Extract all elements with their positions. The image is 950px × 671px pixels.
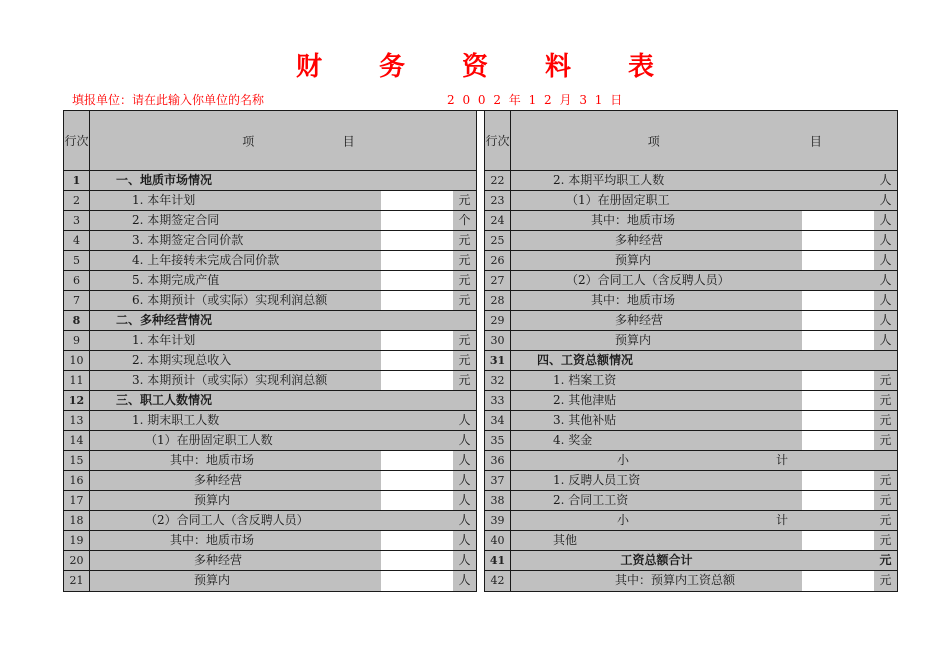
unit-label: 元 <box>879 493 892 507</box>
unit-label: 元 <box>458 373 471 387</box>
item-label: 其中：预算内工资总额 <box>615 573 736 587</box>
value-cell-empty <box>802 191 874 210</box>
row-number-cell: 35 <box>485 431 511 450</box>
row-number-cell: 41 <box>485 551 511 570</box>
value-cell-empty <box>381 171 453 190</box>
table-row <box>485 331 897 351</box>
table-row <box>64 511 476 531</box>
value-input-cell[interactable] <box>802 231 874 250</box>
item-label: 1. 反聘人员工资 <box>553 473 641 487</box>
table-row <box>64 551 476 571</box>
unit-label: 人 <box>879 273 892 287</box>
item-label: 1. 本年计划 <box>132 333 196 347</box>
value-cell-empty <box>381 391 453 410</box>
financial-table-left <box>63 111 477 592</box>
row-number-cell: 26 <box>485 251 511 270</box>
row-number-cell: 24 <box>485 211 511 230</box>
value-cell-empty <box>802 351 874 370</box>
row-number-cell: 8 <box>64 311 90 330</box>
table-row <box>485 191 897 211</box>
unit-label: 元 <box>879 413 892 427</box>
item-label-part: 计 <box>775 453 788 467</box>
row-number-cell: 28 <box>485 291 511 310</box>
item-header-right: 目 <box>342 134 355 148</box>
item-label: 4. 上年接转未完成合同价款 <box>132 253 280 267</box>
value-input-cell[interactable] <box>381 491 453 510</box>
table-row <box>485 351 897 371</box>
item-label: 预算内 <box>615 333 652 347</box>
unit-label: 人 <box>458 433 471 447</box>
table-row <box>64 531 476 551</box>
value-cell-empty <box>381 411 453 430</box>
table-row <box>485 251 897 271</box>
item-label: 其中：地质市场 <box>591 293 676 307</box>
unit-label: 元 <box>879 573 892 587</box>
item-label-part: 小 <box>617 453 630 467</box>
value-cell-empty <box>802 271 874 290</box>
value-input-cell[interactable] <box>802 371 874 390</box>
table-row <box>64 571 476 591</box>
row-number-cell: 22 <box>485 171 511 190</box>
page-title: 财务资料表 <box>295 52 711 82</box>
item-header <box>90 111 476 170</box>
value-input-cell[interactable] <box>381 291 453 310</box>
item-label: 5. 本期完成产值 <box>132 273 220 287</box>
value-cell-empty <box>802 451 874 470</box>
unit-label: 元 <box>458 233 471 247</box>
item-label: 多种经营 <box>615 233 664 247</box>
unit-label <box>874 451 897 470</box>
table-row <box>64 391 476 411</box>
row-number-cell: 36 <box>485 451 511 470</box>
item-label: 三、职工人数情况 <box>116 393 213 407</box>
value-input-cell[interactable] <box>381 331 453 350</box>
table-row <box>485 271 897 291</box>
item-label <box>511 451 802 470</box>
table-row <box>485 551 897 571</box>
table-row <box>64 491 476 511</box>
table-row <box>485 391 897 411</box>
item-label: （1）在册固定职工 <box>566 193 670 207</box>
unit-label <box>453 391 476 410</box>
value-input-cell[interactable] <box>381 351 453 370</box>
value-input-cell[interactable] <box>802 571 874 591</box>
item-label: 二、多种经营情况 <box>116 313 213 327</box>
row-number-cell: 40 <box>485 531 511 550</box>
table-row <box>485 211 897 231</box>
item-header-left: 项 <box>647 134 660 148</box>
unit-label: 元 <box>458 333 471 347</box>
row-number-cell: 32 <box>485 371 511 390</box>
financial-table-right <box>484 111 898 592</box>
row-number-header: 行次 <box>485 111 511 170</box>
item-label: 其中：地质市场 <box>170 453 255 467</box>
table-row <box>485 451 897 471</box>
value-cell-empty <box>802 551 874 570</box>
item-label: （2）合同工人（含反聘人员） <box>566 273 730 287</box>
table-row <box>64 231 476 251</box>
item-label: 2. 其他津贴 <box>553 393 617 407</box>
item-label: 2. 本期签定合同 <box>132 213 220 227</box>
unit-label: 人 <box>879 333 892 347</box>
value-input-cell[interactable] <box>381 531 453 550</box>
table-body <box>64 171 476 591</box>
table-row <box>64 331 476 351</box>
unit-label: 人 <box>458 453 471 467</box>
row-number-cell: 20 <box>64 551 90 570</box>
item-label: 2. 合同工工资 <box>553 493 629 507</box>
table-row <box>485 411 897 431</box>
unit-label: 人 <box>458 493 471 507</box>
unit-label: 元 <box>458 253 471 267</box>
row-number-cell: 42 <box>485 571 511 591</box>
item-label: （2）合同工人（含反聘人员） <box>145 513 309 527</box>
table-row <box>64 211 476 231</box>
report-date: 2 0 0 2 年 1 2 月 3 1 日 <box>447 93 625 107</box>
item-label: 6. 本期预计（或实际）实现利润总额 <box>132 293 328 307</box>
row-number-cell: 30 <box>485 331 511 350</box>
value-input-cell[interactable] <box>802 291 874 310</box>
item-label: 2. 本期平均职工人数 <box>553 173 665 187</box>
row-number-cell: 1 <box>64 171 90 190</box>
item-label: 2. 本期实现总收入 <box>132 353 232 367</box>
item-label: 其中：地质市场 <box>170 533 255 547</box>
unit-label: 人 <box>458 533 471 547</box>
value-input-cell[interactable] <box>802 211 874 230</box>
table-row <box>64 411 476 431</box>
row-number-cell: 29 <box>485 311 511 330</box>
item-label: 四、工资总额情况 <box>537 353 634 367</box>
value-input-cell[interactable] <box>802 251 874 270</box>
item-label: 3. 本期签定合同价款 <box>132 233 244 247</box>
item-label: 工资总额合计 <box>620 553 693 567</box>
table-row <box>485 171 897 191</box>
table-body <box>485 171 897 591</box>
unit-label <box>453 311 476 330</box>
row-number-cell: 6 <box>64 271 90 290</box>
item-label: 预算内 <box>194 493 231 507</box>
row-number-cell: 14 <box>64 431 90 450</box>
value-input-cell[interactable] <box>802 491 874 510</box>
unit-label: 人 <box>458 413 471 427</box>
unit-label: 个 <box>458 213 471 227</box>
unit-label: 元 <box>458 273 471 287</box>
item-label: 3. 本期预计（或实际）实现利润总额 <box>132 373 328 387</box>
table-row <box>485 231 897 251</box>
item-label: 其中：地质市场 <box>591 213 676 227</box>
row-number-cell: 15 <box>64 451 90 470</box>
item-label: 4. 奖金 <box>553 433 593 447</box>
unit-label: 元 <box>879 533 892 547</box>
value-cell-empty <box>381 511 453 530</box>
row-number-cell: 12 <box>64 391 90 410</box>
row-number-cell: 7 <box>64 291 90 310</box>
value-input-cell[interactable] <box>381 211 453 230</box>
unit-label: 人 <box>879 173 892 187</box>
item-label <box>511 511 802 530</box>
table-row <box>64 311 476 331</box>
value-input-cell[interactable] <box>802 311 874 330</box>
row-number-cell: 37 <box>485 471 511 490</box>
row-number-cell: 5 <box>64 251 90 270</box>
row-number-cell: 10 <box>64 351 90 370</box>
row-number-cell: 21 <box>64 571 90 591</box>
table-row <box>485 491 897 511</box>
item-header <box>511 111 897 170</box>
table-row <box>64 291 476 311</box>
table-row <box>64 251 476 271</box>
value-input-cell[interactable] <box>802 431 874 450</box>
item-header-right: 目 <box>809 134 822 148</box>
value-input-cell[interactable] <box>381 231 453 250</box>
item-label: 多种经营 <box>194 473 243 487</box>
table-row <box>485 571 897 591</box>
value-input-cell[interactable] <box>802 331 874 350</box>
unit-label: 元 <box>879 553 892 567</box>
table-row <box>64 271 476 291</box>
item-label: 3. 其他补贴 <box>553 413 617 427</box>
row-number-cell: 2 <box>64 191 90 210</box>
table-row <box>485 311 897 331</box>
row-number-cell: 13 <box>64 411 90 430</box>
item-label: 预算内 <box>194 573 231 587</box>
unit-label: 元 <box>879 373 892 387</box>
table-row <box>485 511 897 531</box>
meta-row <box>63 92 898 111</box>
value-input-cell[interactable] <box>381 551 453 570</box>
unit-label: 元 <box>458 193 471 207</box>
item-label: 多种经营 <box>615 313 664 327</box>
value-input-cell[interactable] <box>381 271 453 290</box>
value-input-cell[interactable] <box>802 411 874 430</box>
value-input-cell[interactable] <box>381 371 453 390</box>
value-input-cell[interactable] <box>381 191 453 210</box>
value-input-cell[interactable] <box>802 531 874 550</box>
table-row <box>64 451 476 471</box>
row-number-cell: 34 <box>485 411 511 430</box>
item-label: 一、地质市场情况 <box>116 173 213 187</box>
table-row <box>64 431 476 451</box>
table-header-row <box>485 111 897 171</box>
row-number-cell: 17 <box>64 491 90 510</box>
table-row <box>485 531 897 551</box>
value-cell-empty <box>381 311 453 330</box>
unit-label <box>453 171 476 190</box>
row-number-cell: 25 <box>485 231 511 250</box>
value-input-cell[interactable] <box>381 571 453 591</box>
table-row <box>485 291 897 311</box>
row-number-cell: 16 <box>64 471 90 490</box>
unit-label: 元 <box>879 433 892 447</box>
row-number-cell: 33 <box>485 391 511 410</box>
value-cell-empty <box>802 171 874 190</box>
unit-label: 人 <box>879 193 892 207</box>
item-label: 多种经营 <box>194 553 243 567</box>
row-number-cell: 31 <box>485 351 511 370</box>
table-row <box>64 371 476 391</box>
table-row <box>64 171 476 191</box>
item-label-part: 计 <box>775 513 788 527</box>
unit-label: 人 <box>458 473 471 487</box>
unit-label: 人 <box>458 513 471 527</box>
row-number-cell: 38 <box>485 491 511 510</box>
unit-label: 人 <box>458 553 471 567</box>
item-label: （1）在册固定职工人数 <box>145 433 273 447</box>
row-number-header: 行次 <box>64 111 90 170</box>
value-cell-empty <box>802 511 874 530</box>
item-label: 1. 档案工资 <box>553 373 617 387</box>
table-row <box>64 351 476 371</box>
unit-label: 人 <box>879 233 892 247</box>
item-label: 预算内 <box>615 253 652 267</box>
item-label-part: 小 <box>617 513 630 527</box>
reporting-unit-field[interactable]: 填报单位：请在此输入你单位的名称 <box>72 93 265 107</box>
table-row <box>485 371 897 391</box>
unit-label: 人 <box>879 313 892 327</box>
tables-container <box>63 111 898 592</box>
row-number-cell: 4 <box>64 231 90 250</box>
table-row <box>485 431 897 451</box>
row-number-cell: 23 <box>485 191 511 210</box>
unit-label: 人 <box>879 253 892 267</box>
unit-label <box>874 351 897 370</box>
value-cell-empty <box>381 431 453 450</box>
value-input-cell[interactable] <box>802 391 874 410</box>
value-input-cell[interactable] <box>802 471 874 490</box>
value-input-cell[interactable] <box>381 471 453 490</box>
table-row <box>64 471 476 491</box>
table-header-row <box>64 111 476 171</box>
row-number-cell: 19 <box>64 531 90 550</box>
unit-label: 元 <box>458 353 471 367</box>
value-input-cell[interactable] <box>381 451 453 470</box>
table-row <box>485 471 897 491</box>
row-number-cell: 27 <box>485 271 511 290</box>
unit-label: 元 <box>458 293 471 307</box>
item-label: 1. 期末职工人数 <box>132 413 220 427</box>
item-header-left: 项 <box>242 134 255 148</box>
value-input-cell[interactable] <box>381 251 453 270</box>
unit-label: 元 <box>879 513 892 527</box>
row-number-cell: 3 <box>64 211 90 230</box>
unit-label: 元 <box>879 473 892 487</box>
row-number-cell: 39 <box>485 511 511 530</box>
unit-label: 人 <box>879 293 892 307</box>
unit-label: 人 <box>458 573 471 587</box>
row-number-cell: 11 <box>64 371 90 390</box>
unit-label: 人 <box>879 213 892 227</box>
item-label: 1. 本年计划 <box>132 193 196 207</box>
unit-label: 元 <box>879 393 892 407</box>
row-number-cell: 9 <box>64 331 90 350</box>
table-row <box>64 191 476 211</box>
item-label: 其他 <box>553 533 578 547</box>
row-number-cell: 18 <box>64 511 90 530</box>
